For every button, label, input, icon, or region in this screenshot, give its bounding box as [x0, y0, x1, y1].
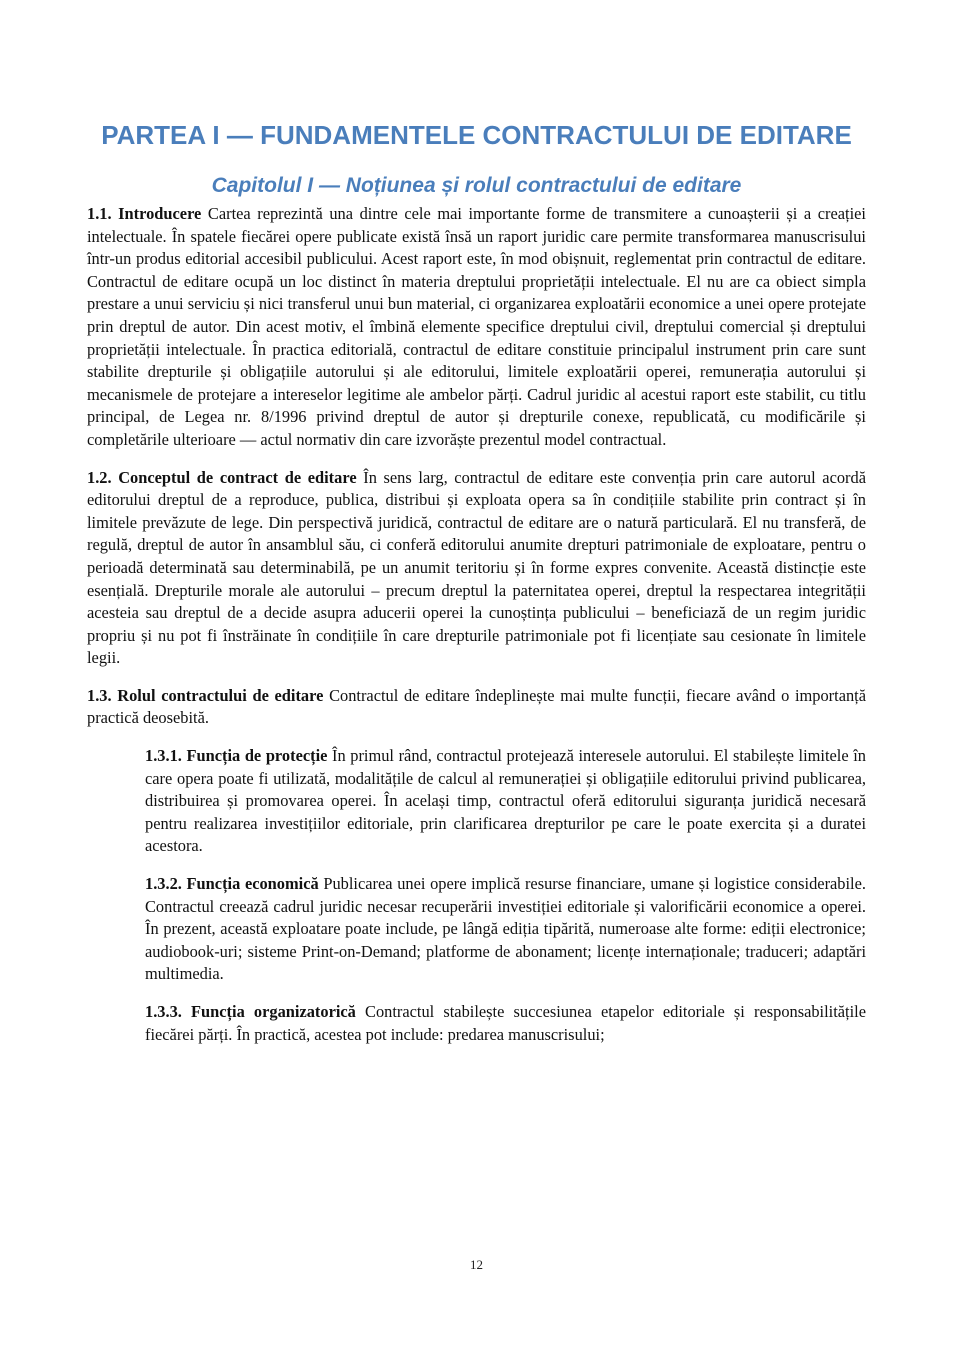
subsection-functia-organizatorica — [145, 1001, 866, 1046]
subsection-heading: 1.3.2. Funcția economică — [145, 874, 319, 894]
section-text: În sens larg, contractul de editare este convenția prin care autorul acordă editorului dreptul de a reproduce, publica, distribui și exploata opera sa în condițiile stabilite prin contract și în limitele prevăzute de lege. Din perspectivă juridică, contractul de editare are o natură particulară. El nu transferă, de regulă, dreptul de autor în ansamblul său, ci conferă editorului anumite drepturi patrimoniale de exploatare, pentru o perioadă determinată sau determinabilă, pe un anumit teritoriu și în forme expres convenite. Această distincție este esențială. Drepturile morale ale autorului – precum dreptul la paternitatea operei, dreptul la respectarea integrității acesteia sau dreptul de a decide asupra aducerii operei la cunoștința publicului – beneficiază de un regim juridic propriu și nu pot fi înstrăinate în condițiile în care drepturile patrimoniale pot fi licențiate sau cesionate în limitele legii. — [87, 467, 866, 668]
page-number: 12 — [470, 1257, 483, 1272]
section-conceptul — [87, 467, 866, 670]
subsection-functia-protectie — [145, 745, 866, 858]
section-introducere — [87, 203, 866, 452]
section-text: Cartea reprezintă una dintre cele mai importante forme de transmitere a cunoașterii și a creației intelectuale. În spatele fiecărei opere publicate există însă un raport juridic care permite transformarea manuscrisului într-un produs editorial accesibil publicului. Acest raport este, în mod obișnuit, reglementat prin contractul de editare. Contractul de editare ocupă un loc distinct în materia dreptului proprietății intelectuale. El nu are ca obiect simpla prestare a unui serviciu și nici transferul unui bun material, ci organizarea exploatării economice a unei opere protejate prin dreptul de autor. Din acest motiv, el îmbină elemente specifice dreptului civil, dreptului comercial și dreptului proprietății intelectuale. În practica editorială, contractul de editare constituie principalul instrument prin care sunt stabilite drepturile și obligațiile autorului și ale editorului, limitele exploatării operei, remunerația autorului și mecanismele de protejare a intereselor legitime ale ambelor părți. Cadrul juridic al acestui raport este stabilit, cu titlu principal, de Legea nr. 8/1996 privind dreptul de autor și drepturile conexe, republicată, cu modificările și completările ulterioare — actul normativ din care izvorăște prezentul model contractual. — [87, 204, 866, 449]
part-title: PARTEA I — FUNDAMENTELE CONTRACTULUI DE EDITARE — [101, 120, 852, 150]
chapter-title: Capitolul I — Noțiunea și rolul contractului de editare — [211, 174, 742, 197]
subsection-heading: 1.3.1. Funcția de protecție — [145, 746, 328, 766]
section-text: Contractul de editare îndeplinește mai multe funcții, fiecare având o importanță practică deosebită. — [87, 685, 866, 728]
section-rolul — [87, 685, 866, 730]
subsection-text: Contractul stabilește succesiunea etapelor editoriale și responsabilitățile fiecărei părți. În practică, acestea pot include: predarea manuscrisului; — [145, 1002, 866, 1044]
section-heading: 1.3. Rolul contractului de editare — [87, 685, 324, 705]
subsection-text: În primul rând, contractul protejează interesele autorului. El stabilește limitele în care opera poate fi utilizată, modalitățile de calcul al remunerației și obligațiile editorului privind publicarea, distribuirea și promovarea operei. În același timp, contractul oferă editorului siguranța juridică necesară pentru realizarea investițiilor editoriale, prin clarificarea drepturilor pe care le poate exercita și a duratei acestora. — [145, 746, 866, 856]
subsection-text: Publicarea unei opere implică resurse financiare, umane și logistice considerabile. Contractul creează cadrul juridic necesar recuperării investiției editoriale și valorificării economice a operei. În prezent, această exploatare poate include, pe lângă ediția tipărită, numeroase alte forme: ediții electronice; audiobook-uri; sisteme Print-on-Demand; platforme de abonament; licențe internaționale; traduceri; adaptări multimedia. — [145, 874, 866, 984]
section-heading: 1.2. Conceptul de contract de editare — [87, 467, 357, 487]
document-body — [87, 203, 866, 1061]
section-heading: 1.1. Introducere — [87, 204, 202, 223]
subsection-heading: 1.3.3. Funcția organizatorică — [145, 1002, 356, 1021]
subsection-functia-economica — [145, 873, 866, 986]
